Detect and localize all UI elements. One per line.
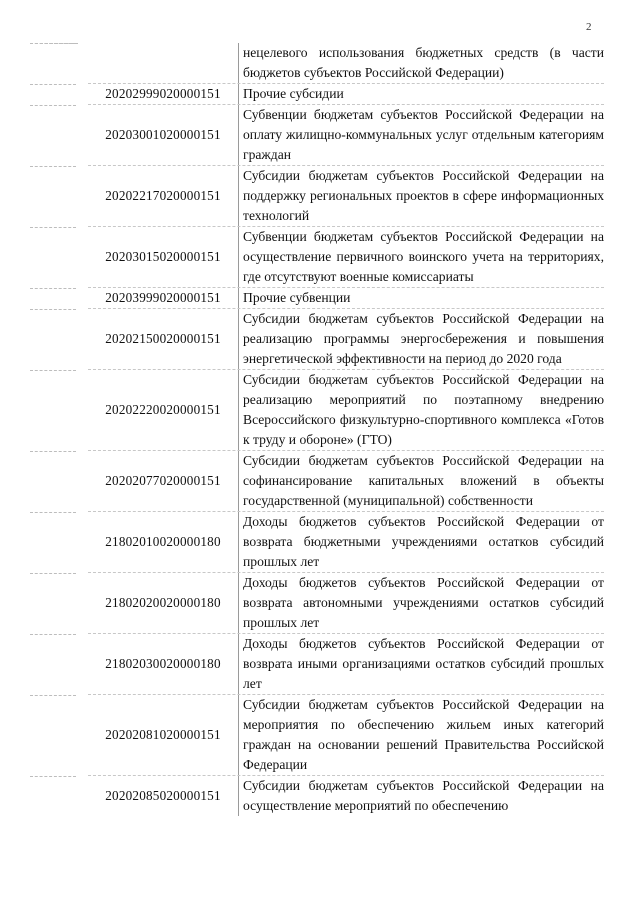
description-cell: Субсидии бюджетам субъектов Российской Федерации на реализацию мероприятий по поэтапному внедрению Всероссийского физкультурно-спортивного комплекса «Готов к труду и обороне» (ГТО) — [243, 372, 604, 447]
budget-code-cell: 20203015020000151 — [88, 227, 239, 287]
table-row — [88, 83, 604, 104]
table-row — [88, 104, 604, 165]
description-cell: Субсидии бюджетам субъектов Российской Федерации на реализацию программы энергосбережения и повышения энергетической эффективности на период до 2020 года — [243, 311, 604, 366]
description-cell: Доходы бюджетов субъектов Российской Федерации от возврата бюджетными учреждениями остатков субсидий прошлых лет — [243, 514, 604, 569]
margin-rule — [30, 451, 76, 452]
margin-rule — [30, 512, 76, 513]
margin-rule — [30, 43, 76, 44]
margin-rule — [30, 288, 76, 289]
table-row — [88, 633, 604, 694]
table-row — [88, 43, 604, 83]
description-cell: Субсидии бюджетам субъектов Российской Федерации на софинансирование капитальных вложений в объекты государственной (муниципальной) собственности — [243, 453, 604, 508]
table-row — [88, 775, 604, 816]
description-cell: Субвенции бюджетам субъектов Российской Федерации на оплату жилищно-коммунальных услуг отдельным категориям граждан — [243, 107, 604, 162]
table-row — [88, 165, 604, 226]
budget-code-cell: 20202217020000151 — [88, 166, 239, 226]
description-cell: нецелевого использования бюджетных средств (в части бюджетов субъектов Российской Федерации) — [243, 45, 604, 80]
description-cell: Прочие субвенции — [243, 290, 351, 305]
budget-code-cell — [88, 43, 239, 83]
description-cell: Субсидии бюджетам субъектов Российской Федерации на мероприятия по обеспечению жильем иных категорий граждан на основании решений Правительства Российской Федерации — [243, 697, 604, 772]
description-cell: Прочие субсидии — [243, 86, 344, 101]
budget-code-cell: 20202999020000151 — [88, 84, 239, 104]
description-cell: Субвенции бюджетам субъектов Российской Федерации на осуществление первичного воинского учета на территориях, где отсутствуют военные комиссариаты — [243, 229, 604, 284]
budget-code-cell: 20202220020000151 — [88, 370, 239, 450]
table-row — [88, 694, 604, 775]
margin-rule — [30, 166, 76, 167]
margin-rule — [30, 776, 76, 777]
table-row — [88, 572, 604, 633]
margin-rule — [30, 695, 76, 696]
budget-code-cell: 21802010020000180 — [88, 512, 239, 572]
budget-code-cell: 21802030020000180 — [88, 634, 239, 694]
budget-code-cell: 20202077020000151 — [88, 451, 239, 511]
table-row — [88, 450, 604, 511]
margin-rule — [30, 84, 76, 85]
margin-rule — [30, 227, 76, 228]
budget-code-cell: 20203999020000151 — [88, 288, 239, 308]
table-row — [88, 287, 604, 308]
margin-rule — [30, 634, 76, 635]
margin-rule — [30, 370, 76, 371]
description-cell: Доходы бюджетов субъектов Российской Федерации от возврата иными организациями остатков субсидий прошлых лет — [243, 636, 604, 691]
description-cell: Субсидии бюджетам субъектов Российской Федерации на поддержку региональных проектов в сфере информационных технологий — [243, 168, 604, 223]
description-cell: Доходы бюджетов субъектов Российской Федерации от возврата автономными учреждениями остатков субсидий прошлых лет — [243, 575, 604, 630]
description-cell: Субсидии бюджетам субъектов Российской Федерации на осуществление мероприятий по обеспечению — [243, 778, 604, 813]
page-number: 2 — [586, 21, 592, 33]
margin-rule — [30, 105, 76, 106]
budget-code-cell: 20203001020000151 — [88, 105, 239, 165]
budget-code-cell: 20202081020000151 — [88, 695, 239, 775]
table-row — [88, 308, 604, 369]
margin-rule — [30, 573, 76, 574]
budget-code-cell: 20202085020000151 — [88, 776, 239, 816]
table-row — [88, 369, 604, 450]
budget-codes-table — [88, 43, 604, 816]
budget-code-cell: 21802020020000180 — [88, 573, 239, 633]
table-row — [88, 226, 604, 287]
margin-rule — [30, 309, 76, 310]
table-row — [88, 511, 604, 572]
budget-code-cell: 20202150020000151 — [88, 309, 239, 369]
